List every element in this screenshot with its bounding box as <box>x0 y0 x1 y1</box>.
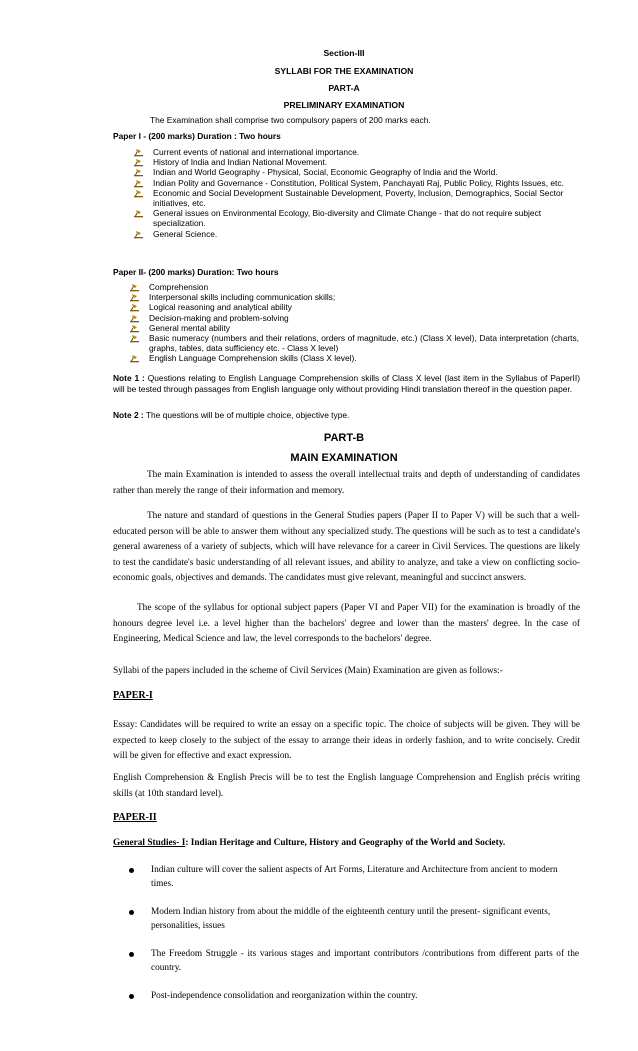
pushpin-bullet-icon <box>134 209 143 218</box>
list-item: Decision-making and problem-solving <box>149 313 579 323</box>
list-item: Modern Indian history from about the middle of the eighteenth century until the present- significant events, personalities, issues <box>151 905 579 933</box>
list-item: Indian culture will cover the salient aspects of Art Forms, Literature and Architecture from ancient to modern times. <box>151 863 579 891</box>
pushpin-bullet-icon <box>134 148 143 157</box>
list-item: Logical reasoning and analytical ability <box>149 302 579 312</box>
prelim-heading: PRELIMINARY EXAMINATION <box>283 100 405 110</box>
list-item: General Science. <box>153 229 578 239</box>
pushpin-bullet-icon <box>130 334 139 343</box>
note-1 <box>113 373 580 394</box>
pushpin-bullet-icon <box>134 179 143 188</box>
english-paragraph: English Comprehension & English Precis will be to test the English language Comprehension and English précis writing skills (at 10th standard level). <box>113 773 580 799</box>
pushpin-bullet-icon <box>134 189 143 198</box>
list-item: History of India and Indian National Movement. <box>153 157 578 167</box>
gs-1-title: : Indian Heritage and Culture, History and Geography of the World and Society. <box>185 838 506 848</box>
list-item: Indian Polity and Governance - Constitution, Political System, Panchayati Raj, Public Policy, Rights Issues, etc. <box>153 178 578 188</box>
gs-1-label: General Studies- I <box>113 838 186 848</box>
part-b-heading: PART-B <box>323 432 365 444</box>
part-a-heading: PART-A <box>328 83 360 93</box>
paper-i-heading: PAPER-I <box>113 690 153 701</box>
list-item: The Freedom Struggle - its various stages and important contributors /contributions from different parts of the country. <box>151 947 579 975</box>
pushpin-bullet-icon <box>130 303 139 312</box>
list-item: Post-independence consolidation and reorganization within the country. <box>151 989 579 1003</box>
bullet-dot-icon <box>129 868 134 873</box>
list-item: Current events of national and international importance. <box>153 147 578 157</box>
paragraph-syllabi-intro: Syllabi of the papers included in the scheme of Civil Services (Main) Examination are given as follows:- <box>113 666 503 676</box>
paper-ii-heading: PAPER-II <box>113 812 157 823</box>
paper-1-list <box>153 147 578 239</box>
list-item: Interpersonal skills including communication skills; <box>149 292 579 302</box>
syllabi-heading: SYLLABI FOR THE EXAMINATION <box>274 66 414 76</box>
main-exam-heading: MAIN EXAMINATION <box>290 452 398 464</box>
gs-1-heading <box>113 838 583 848</box>
bullet-dot-icon <box>129 910 134 915</box>
section-heading: Section-III <box>323 48 365 58</box>
paper-2-title: Paper II- (200 marks) Duration: Two hours <box>113 267 279 277</box>
essay-paragraph: Essay: Candidates will be required to write an essay on a specific topic. The choice of subjects will be given. They will be expected to keep closely to the subject of the essay to arrange their ideas in orderly fashion, and to write concisely. Credit will be given for effective and exact expression. <box>113 720 580 762</box>
gs-1-list <box>151 863 579 1003</box>
note-2-text: The questions will be of multiple choice, objective type. <box>145 410 350 420</box>
list-item: Basic numeracy (numbers and their relations, orders of magnitude, etc.) (Class X level), Data interpretation (charts, graphs, tables, data sufficiency etc. - Class X level) <box>149 333 579 353</box>
pushpin-bullet-icon <box>134 168 143 177</box>
bullet-dot-icon <box>129 952 134 957</box>
list-item: Indian and World Geography - Physical, Social, Economic Geography of India and the World. <box>153 167 578 177</box>
list-item: English Language Comprehension skills (Class X level). <box>149 353 579 363</box>
list-item: Comprehension <box>149 282 579 292</box>
pushpin-bullet-icon <box>134 158 143 167</box>
list-item: General mental ability <box>149 323 579 333</box>
paper-2-list <box>149 282 579 364</box>
pushpin-bullet-icon <box>134 230 143 239</box>
pushpin-bullet-icon <box>130 324 139 333</box>
pushpin-bullet-icon <box>130 293 139 302</box>
list-item: General issues on Environmental Ecology, Bio-diversity and Climate Change - that do not require subject specialization. <box>153 208 578 228</box>
note-1-text: Questions relating to English Language Comprehension skills of Class X level (last item in the Syllabus of PaperII) will be tested through passages from English language only without providing Hindi translation thereof in the question paper. <box>113 373 580 394</box>
note-2 <box>113 410 580 421</box>
paragraph-nature-standard: The nature and standard of questions in the General Studies papers (Paper II to Paper V) will be such that a well-educated person will be able to answer them without any specialized study. The questions will be such as to test a candidate's general awareness of a variety of subjects, which will have relevance for a career in Civil Services. The questions are likely to test the candidate's basic understanding of all relevant issues, and ability to analyze, and take a view on conflicting socio- economic goals, objectives and demands. The candidates must give relevant, meaningful and succinct answers. <box>113 511 580 584</box>
pushpin-bullet-icon <box>130 283 139 292</box>
bullet-dot-icon <box>129 994 134 999</box>
pushpin-bullet-icon <box>130 354 139 363</box>
intro-text: The Examination shall comprise two compulsory papers of 200 marks each. <box>150 115 431 125</box>
note-2-label: Note 2 : <box>113 410 144 420</box>
paragraph-main-intro: The main Examination is intended to assess the overall intellectual traits and depth of understanding of candidates rather than merely the range of their information and memory. <box>113 470 580 496</box>
list-item: Economic and Social Development Sustainable Development, Poverty, Inclusion, Demographics, Social Sector initiatives, etc. <box>153 188 578 208</box>
paper-1-title: Paper I - (200 marks) Duration : Two hours <box>113 131 281 141</box>
paragraph-optional-scope: The scope of the syllabus for optional subject papers (Paper VI and Paper VII) for the examination is broadly of the honours degree level i.e. a level higher than the bachelors' degree and lower than the masters' degree. In the case of Engineering, Medical Science and law, the level corresponds to the bachelors' degree. <box>113 603 580 645</box>
note-1-label: Note 1 : <box>113 373 145 383</box>
pushpin-bullet-icon <box>130 314 139 323</box>
